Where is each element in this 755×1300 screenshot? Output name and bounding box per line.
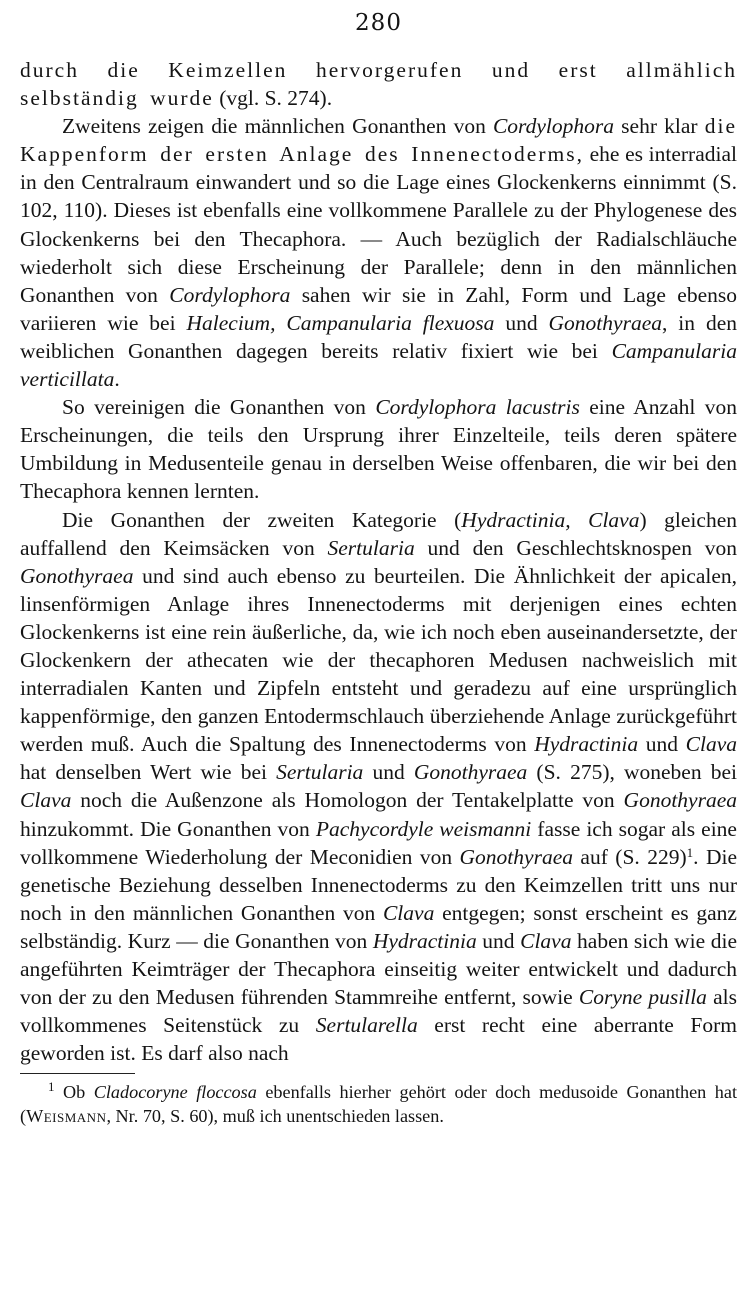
text-segment: Die Gonanthen der zweiten Kategorie ( [62,507,462,532]
text-segment: Clava [20,788,72,813]
text-segment: 1 [686,844,694,860]
text-segment: Cordylophora lacustris [375,395,580,420]
text-segment: Sertularia [327,535,415,560]
text-segment: Gonothyraea [459,844,573,869]
text-segment: und den Geschlechtsknospen von [414,535,737,560]
text-segment: ) gleichen auffallend den Keimsäcken von [20,507,737,560]
text-segment: und [638,732,686,757]
paragraph-zweite-kategorie [20,506,737,1068]
body-text [20,56,737,1067]
text-segment: Coryne pusilla [578,985,707,1010]
paragraph-zweitens [20,112,737,393]
text-segment: Clava [520,928,572,953]
text-segment: Clava [685,732,737,757]
text-segment: ehe es interradial in den Centralraum einwandert und so die Lage eines Glockenkerns einnimmt (S. 102, 110). Dieses ist ebenfalls eine vollkommene Parallele zu der Phylogenese des Glockenkerns bei den Thecaphora. — Auch bezüglich der Radialschläuche wiederholt sich diese Erscheinung der Parallele; denn in den männlichen Gonanthen von [20,142,737,307]
text-segment: Gonothyraea [413,760,528,785]
text-segment: durch die Keimzellen hervorgerufen und erst allmählich selbständig wurde [20,58,737,111]
text-segment: hat denselben Wert wie bei [20,760,277,785]
text-segment: fasse ich sogar als eine vollkommene Wiederholung der Meconidien von [20,816,737,869]
text-segment: Cladocoryne floccosa [93,1082,257,1103]
text-segment: Hydractinia [372,928,477,953]
text-segment: (S. 275), woneben bei [527,760,738,785]
text-segment: ebenfalls hierher gehört oder doch medusoide Gonanthen hat ( [20,1082,737,1127]
text-segment: Halecium, Campanularia flexuosa [186,310,495,335]
paragraph-so-vereinigen [20,393,737,505]
text-segment: Clava [382,900,435,925]
text-segment: Campanularia verticillata [20,338,737,392]
text-segment: 1 [48,1079,55,1095]
text-segment: Cordylophora [492,114,615,139]
footnote-divider [20,1073,135,1074]
text-segment: So vereinigen die Gonanthen von [62,395,376,420]
text-segment: Gonothyraea [20,563,134,588]
text-segment: haben sich wie die angeführten Keimträger der Thecaphora einseitig weiter entwickelt und dadurch von der zu den Medusen führenden Stammreihe entfernt, sowie [20,928,737,1010]
text-segment: , Nr. 70, S. 60), muß ich unentschieden lassen. [106,1106,444,1127]
text-segment: eine Anzahl von Erscheinungen, die teils den Ursprung ihrer Einzelteile, teils deren spätere Umbildung in Medusenteile genau in derselben Weise offenbaren, die wir bei den Thecaphora kennen lernten. [20,395,737,504]
text-segment: Hydractinia, Clava [461,507,640,532]
text-segment: Cordylophora [169,282,291,307]
text-segment: entgegen; sonst erscheint es ganz selbständig. Kurz — die Gonanthen von [20,900,737,953]
page-number: 280 [355,10,402,36]
text-segment: die Kappenform der ersten Anlage des Innenectoderms, [20,114,737,167]
text-segment: und [363,760,414,785]
text-segment: . [114,367,120,392]
footnote-1 [20,1080,737,1128]
text-segment: erst recht eine aberrante Form geworden ist. Es darf also nach [20,1013,738,1066]
text-segment: sehr klar [614,114,705,139]
text-segment: Gonothyraea [623,788,737,813]
text-segment: Gonothyraea [548,310,662,335]
text-segment: Weismann [26,1106,107,1127]
text-segment: und [476,928,521,953]
text-segment: als vollkommenes Seitenstück zu [20,985,737,1038]
text-segment: und [494,310,549,335]
text-segment: , in den weiblichen Gonanthen dagegen bereits relativ fixiert wie bei [20,310,737,363]
text-segment: Pachycordyle weismanni [315,816,532,841]
text-segment: . Die genetische Beziehung desselben Innenectoderms zu den Keimzellen tritt uns nur noch in den männlichen Gonanthen von [20,844,737,925]
paragraph-continuation [20,56,737,112]
text-segment: Zweitens zeigen die männlichen Gonanthen von [62,114,493,139]
text-segment: auf (S. 229) [572,844,687,869]
text-segment: und sind auch ebenso zu beurteilen. Die Ähnlichkeit der apicalen, linsenförmigen Anlage ihres Innenectoderms mit derjenigen eines echten Glockenkerns ist eine rein äußerliche, da, wie ich noch eben auseinandersetzte, der Glockenkern der athecaten wie der thecaphoren Medusen nachweislich mit interradialen Kanten und Zipfeln entsteht und geradezu auf eine ursprünglich kappenförmige, den ganzen Entodermschlauch überziehende Anlage zurückgeführt werden muß. Auch die Spaltung des Innenectoderms von [20,563,737,757]
text-segment: sahen wir sie in Zahl, Form und Lage ebenso variieren wie bei [20,282,737,335]
footnotes [20,1080,737,1128]
text-segment: Hydractinia [534,732,639,757]
text-segment: (vgl. S. 274). [213,86,333,111]
text-segment: hinzukommt. Die Gonanthen von [20,816,316,841]
text-segment: Sertularia [276,760,364,785]
text-segment: Ob [54,1082,94,1103]
text-segment: Sertularella [315,1013,418,1038]
text-segment: noch die Außenzone als Homologon der Tentakelplatte von [71,788,624,813]
